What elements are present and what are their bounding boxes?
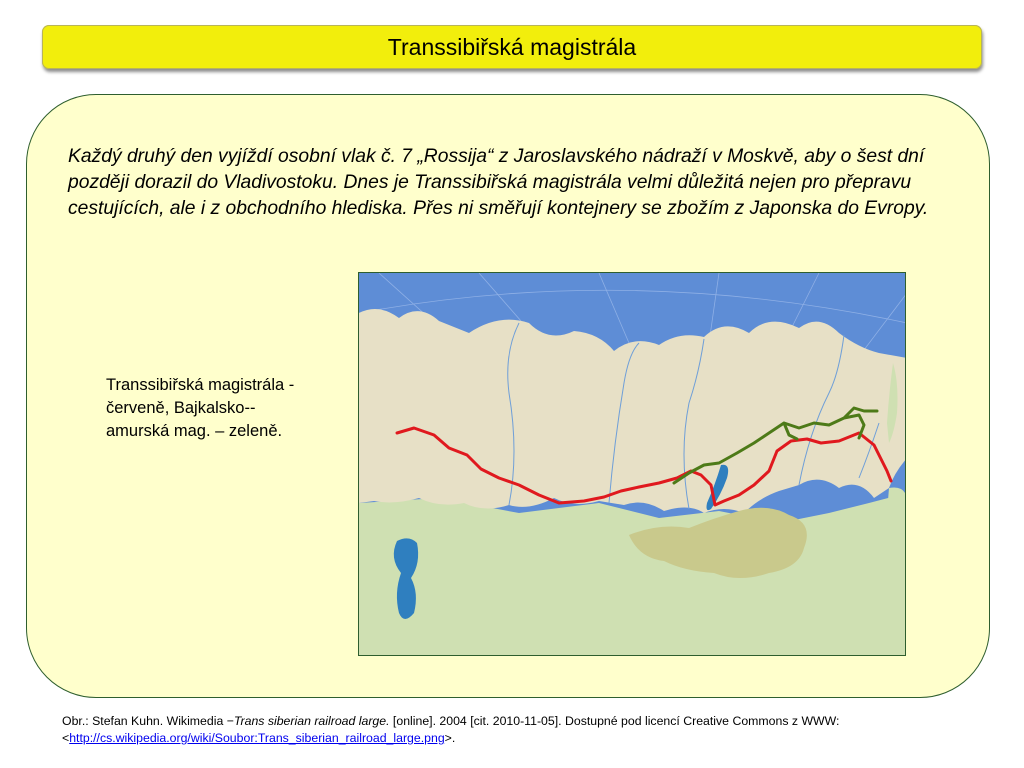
source-title: Trans siberian railroad large. xyxy=(233,714,390,728)
map-svg xyxy=(359,273,906,656)
intro-paragraph: Každý druhý den vyjíždí osobní vlak č. 7 „Rossija“ z Jaroslavského nádraží v Moskvě, aby o šest dní později dorazil do Vladivostoku. Dnes je Transsibiřská magistrála velmi důležitá nejen pro přepravu cestujících, ale i z obchodního hlediska. Přes ni směřují kontejnery se zbožím z Japonska do Evropy. xyxy=(68,146,929,219)
source-link[interactable]: http://cs.wikipedia.org/wiki/Soubor:Trans_siberian_railroad_large.png xyxy=(69,731,445,745)
title-bar xyxy=(42,25,982,69)
map-neighbors xyxy=(359,493,906,656)
link-open: < xyxy=(62,731,70,745)
railway-map xyxy=(358,272,906,656)
source-suffix: [online]. 2004 [cit. 2010-11-05]. Dostupné pod licencí Creative Commons z WWW: xyxy=(389,714,840,728)
link-close: >. xyxy=(444,731,456,745)
slide-title: Transsibiřská magistrála xyxy=(387,33,637,60)
map-caption: Transsibiřská magistrála - červeně, Bajkalsko--amurská mag. – zeleně. xyxy=(106,376,295,440)
source-prefix: Obr.: Stefan Kuhn. Wikimedia − xyxy=(62,714,234,728)
source-citation xyxy=(62,713,1002,747)
